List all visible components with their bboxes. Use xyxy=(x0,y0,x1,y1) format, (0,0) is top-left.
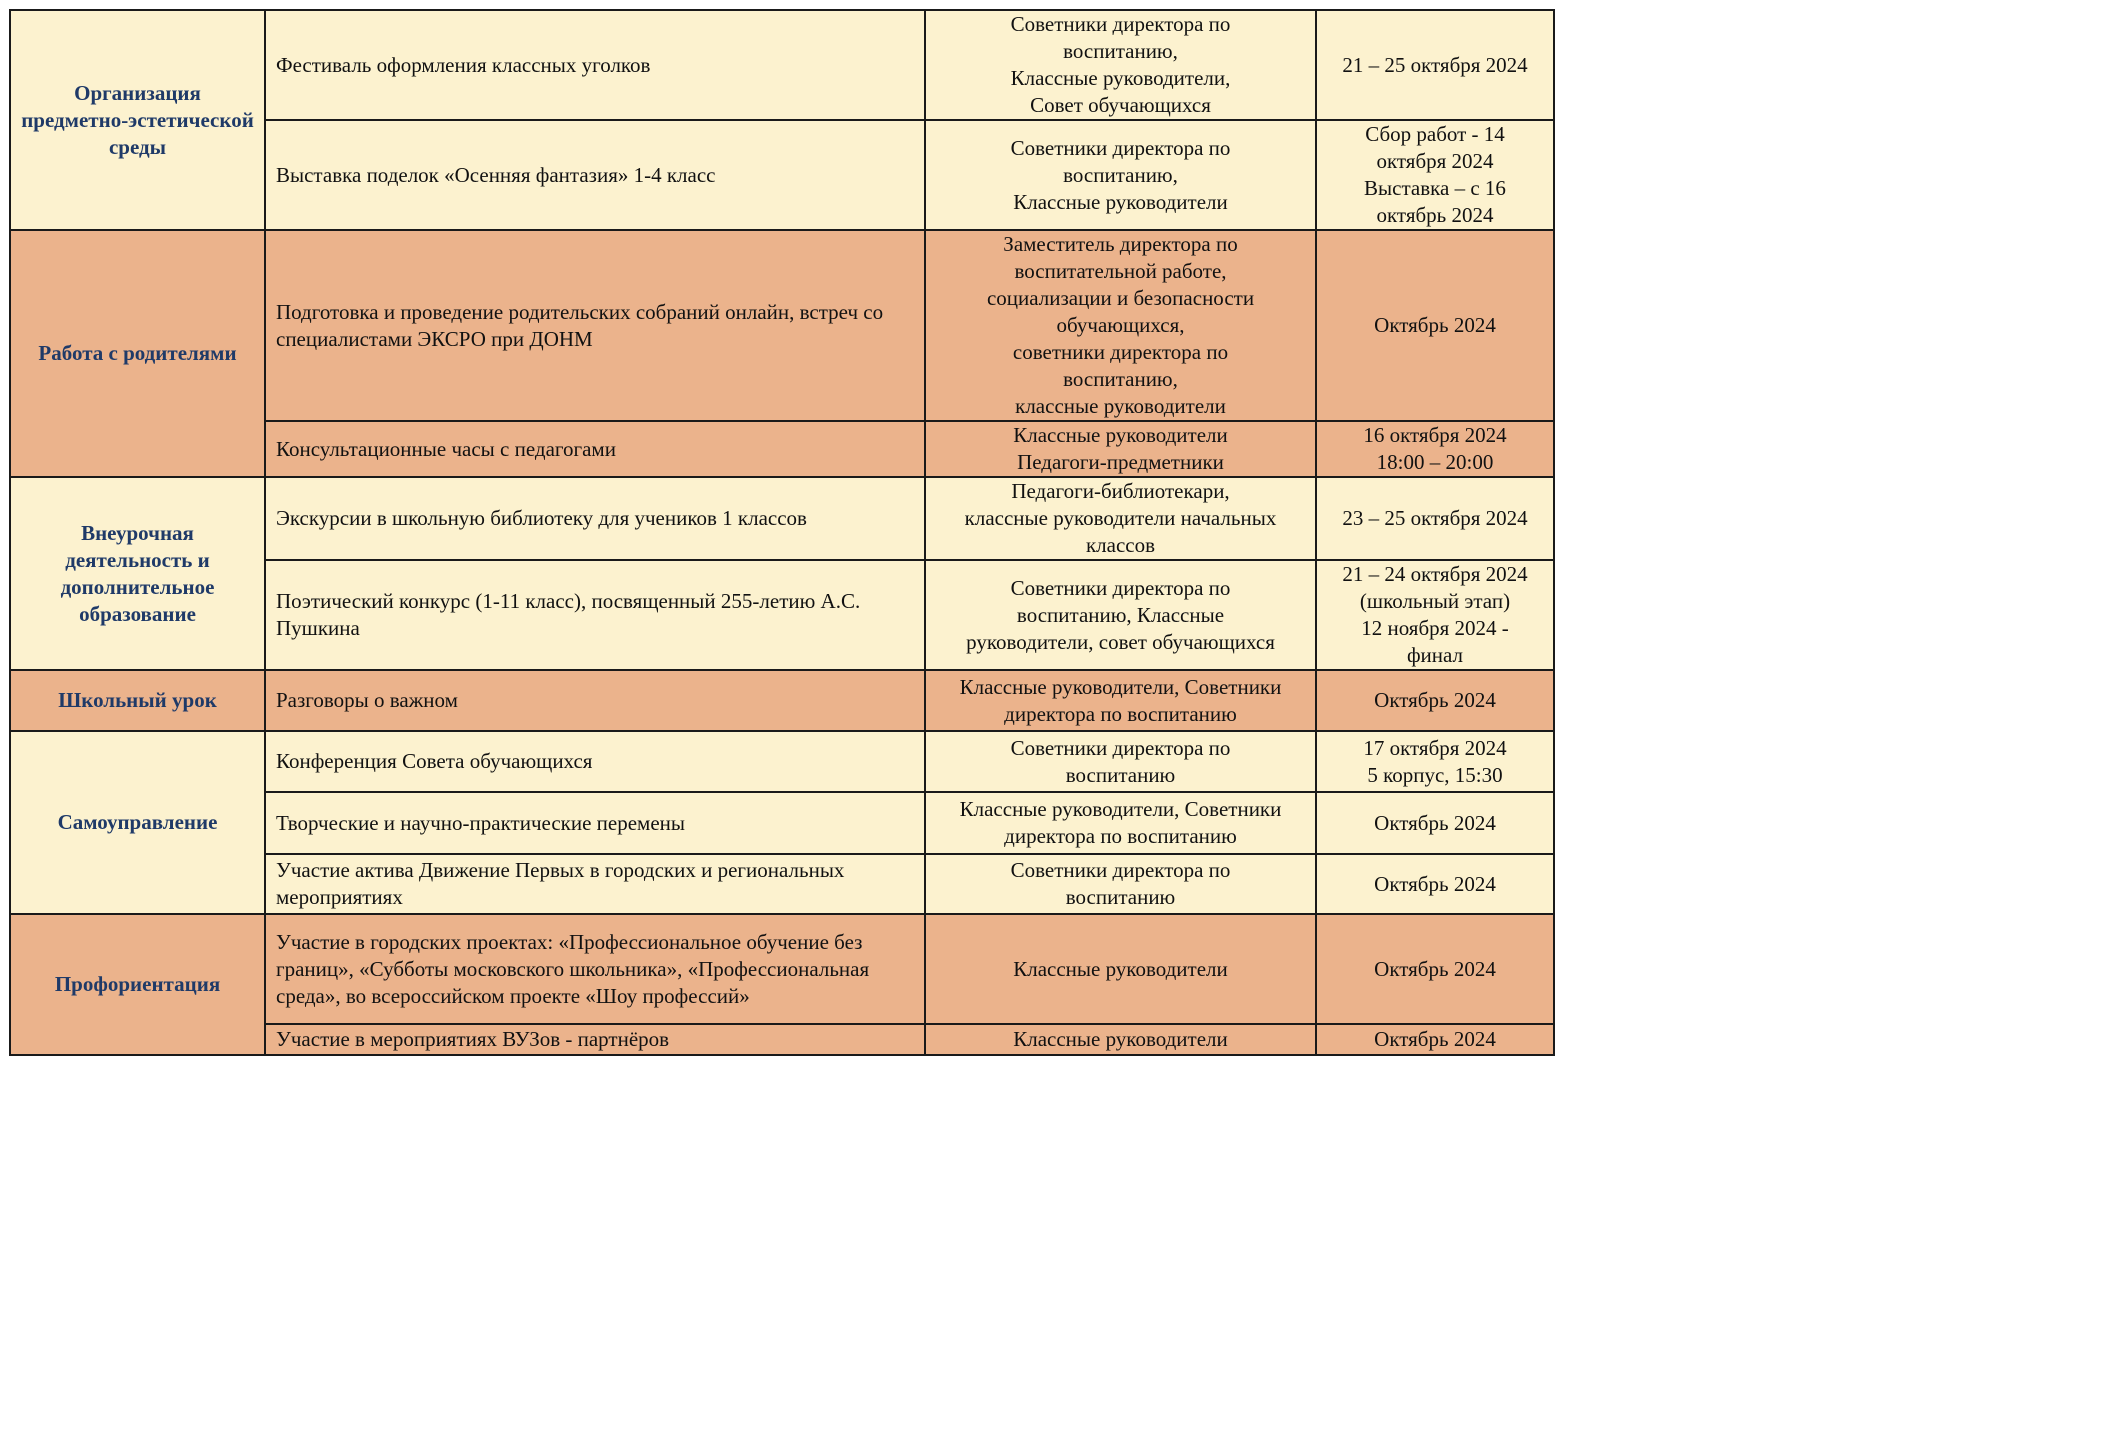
responsible-cell xyxy=(925,792,1316,854)
responsible-line: Советники директора по xyxy=(1010,858,1231,882)
date-cell xyxy=(1316,792,1554,854)
section-title: Работа с родителями xyxy=(10,230,265,477)
event-cell: Разговоры о важном xyxy=(265,670,925,731)
responsible-cell xyxy=(925,120,1316,230)
responsible-line: директора по воспитанию xyxy=(1004,701,1237,726)
responsible-line: Классные руководители, xyxy=(1010,66,1231,90)
date-line: 12 ноября 2024 - xyxy=(1361,616,1509,640)
responsible-line: классные руководители xyxy=(1015,394,1226,418)
date-line: 17 октября 2024 xyxy=(1363,735,1507,760)
responsible-line: Классные руководители xyxy=(1013,1027,1228,1051)
responsible-cell xyxy=(925,230,1316,421)
date-line: Выставка – с 16 xyxy=(1364,176,1506,200)
responsible-line: советники директора по xyxy=(1012,340,1229,364)
section-title: Организация предметно-эстетической среды xyxy=(10,10,265,230)
date-cell xyxy=(1316,914,1554,1024)
responsible-cell xyxy=(925,914,1316,1024)
event-cell: Подготовка и проведение родительских собраний онлайн, встреч со специалистами ЭКСРО при ДОНМ xyxy=(265,230,925,421)
responsible-line: Классные руководители, Советники xyxy=(959,797,1282,821)
responsible-line: Классные руководители xyxy=(1013,189,1228,214)
date-line: Сбор работ - 14 xyxy=(1365,122,1505,146)
responsible-cell xyxy=(925,477,1316,560)
date-cell xyxy=(1316,560,1554,670)
date-line: финал xyxy=(1406,643,1464,667)
responsible-cell xyxy=(925,670,1316,731)
date-line: октябрь 2024 xyxy=(1376,203,1494,227)
responsible-line: Советники директора по xyxy=(1010,575,1231,600)
responsible-line: воспитанию xyxy=(1065,762,1176,787)
date-cell xyxy=(1316,1024,1554,1055)
responsible-cell xyxy=(925,854,1316,914)
responsible-line: воспитательной работе, xyxy=(1014,259,1227,283)
responsible-cell xyxy=(925,560,1316,670)
event-cell: Участие в городских проектах: «Профессиональное обучение без границ», «Субботы московского школьника», «Профессиональная среда», во всероссийском проекте «Шоу профессий» xyxy=(265,914,925,1024)
responsible-line: Советники директора по xyxy=(1010,135,1231,160)
responsible-line: воспитанию, Классные xyxy=(1016,602,1225,627)
section-title: Профориентация xyxy=(10,914,265,1055)
date-line: 18:00 – 20:00 xyxy=(1376,450,1494,474)
date-line: Октябрь 2024 xyxy=(1374,313,1496,337)
responsible-line: руководители, совет обучающихся xyxy=(966,629,1275,654)
table-row xyxy=(10,914,1554,1024)
date-cell xyxy=(1316,477,1554,560)
table-row xyxy=(10,230,1554,421)
table-row xyxy=(10,670,1554,731)
responsible-line: Классные руководители, Советники xyxy=(959,674,1282,699)
responsible-line: классные руководители начальных xyxy=(964,506,1277,530)
date-cell xyxy=(1316,731,1554,792)
section-title: Школьный урок xyxy=(10,670,265,731)
date-line: Октябрь 2024 xyxy=(1374,871,1496,896)
responsible-line: Классные руководители xyxy=(1013,423,1228,447)
responsible-line: Советники директора по xyxy=(1010,12,1231,36)
table-row xyxy=(10,10,1554,120)
section-title: Внеурочная деятельность и дополнительное образование xyxy=(10,477,265,670)
event-cell: Консультационные часы с педагогами xyxy=(265,421,925,477)
responsible-line: воспитанию, xyxy=(1063,367,1178,391)
responsible-line: воспитанию, xyxy=(1063,162,1178,187)
responsible-line: воспитанию, xyxy=(1063,39,1178,63)
date-cell xyxy=(1316,10,1554,120)
event-cell: Участие актива Движение Первых в городских и региональных мероприятиях xyxy=(265,854,925,914)
date-cell xyxy=(1316,230,1554,421)
responsible-line: воспитанию xyxy=(1065,885,1176,909)
responsible-cell xyxy=(925,10,1316,120)
responsible-line: Педагоги-библиотекари, xyxy=(1011,479,1230,503)
event-cell: Участие в мероприятиях ВУЗов - партнёров xyxy=(265,1024,925,1055)
table-row xyxy=(10,477,1554,560)
date-line: Октябрь 2024 xyxy=(1374,810,1496,835)
responsible-line: классов xyxy=(1085,533,1156,557)
event-cell: Экскурсии в школьную библиотеку для учеников 1 классов xyxy=(265,477,925,560)
date-cell xyxy=(1316,670,1554,731)
event-cell: Выставка поделок «Осенняя фантазия» 1-4 класс xyxy=(265,120,925,230)
responsible-line: Заместитель директора по xyxy=(1003,232,1238,256)
event-cell: Фестиваль оформления классных уголков xyxy=(265,10,925,120)
date-line: 23 – 25 октября 2024 xyxy=(1342,506,1528,530)
date-line: 5 корпус, 15:30 xyxy=(1367,762,1503,787)
responsible-cell xyxy=(925,731,1316,792)
responsible-line: Педагоги-предметники xyxy=(1017,450,1224,474)
event-cell: Творческие и научно-практические перемены xyxy=(265,792,925,854)
responsible-line: социализации и безопасности xyxy=(986,286,1255,310)
date-line: 21 – 24 октября 2024 xyxy=(1342,562,1528,586)
responsible-cell xyxy=(925,1024,1316,1055)
date-line: 21 – 25 октября 2024 xyxy=(1342,52,1528,77)
date-line: Октябрь 2024 xyxy=(1374,1027,1496,1051)
event-cell: Конференция Совета обучающихся xyxy=(265,731,925,792)
event-cell: Поэтический конкурс (1-11 класс), посвященный 255-летию А.С. Пушкина xyxy=(265,560,925,670)
date-line: (школьный этап) xyxy=(1359,589,1511,613)
responsible-line: директора по воспитанию xyxy=(1004,824,1237,848)
responsible-line: Совет обучающихся xyxy=(1030,93,1211,117)
date-line: октября 2024 xyxy=(1376,149,1494,173)
date-cell xyxy=(1316,854,1554,914)
section-title: Самоуправление xyxy=(10,731,265,914)
responsible-line: обучающихся, xyxy=(1056,313,1185,337)
responsible-cell xyxy=(925,421,1316,477)
date-line: Октябрь 2024 xyxy=(1374,956,1496,981)
event-plan-table xyxy=(9,9,1555,1056)
responsible-line: Советники директора по xyxy=(1010,735,1231,760)
date-cell xyxy=(1316,120,1554,230)
date-cell xyxy=(1316,421,1554,477)
date-line: 16 октября 2024 xyxy=(1363,423,1507,447)
date-line: Октябрь 2024 xyxy=(1374,688,1496,712)
table-row xyxy=(10,731,1554,792)
responsible-line: Классные руководители xyxy=(1013,956,1228,981)
event-plan-body xyxy=(10,10,1554,1055)
